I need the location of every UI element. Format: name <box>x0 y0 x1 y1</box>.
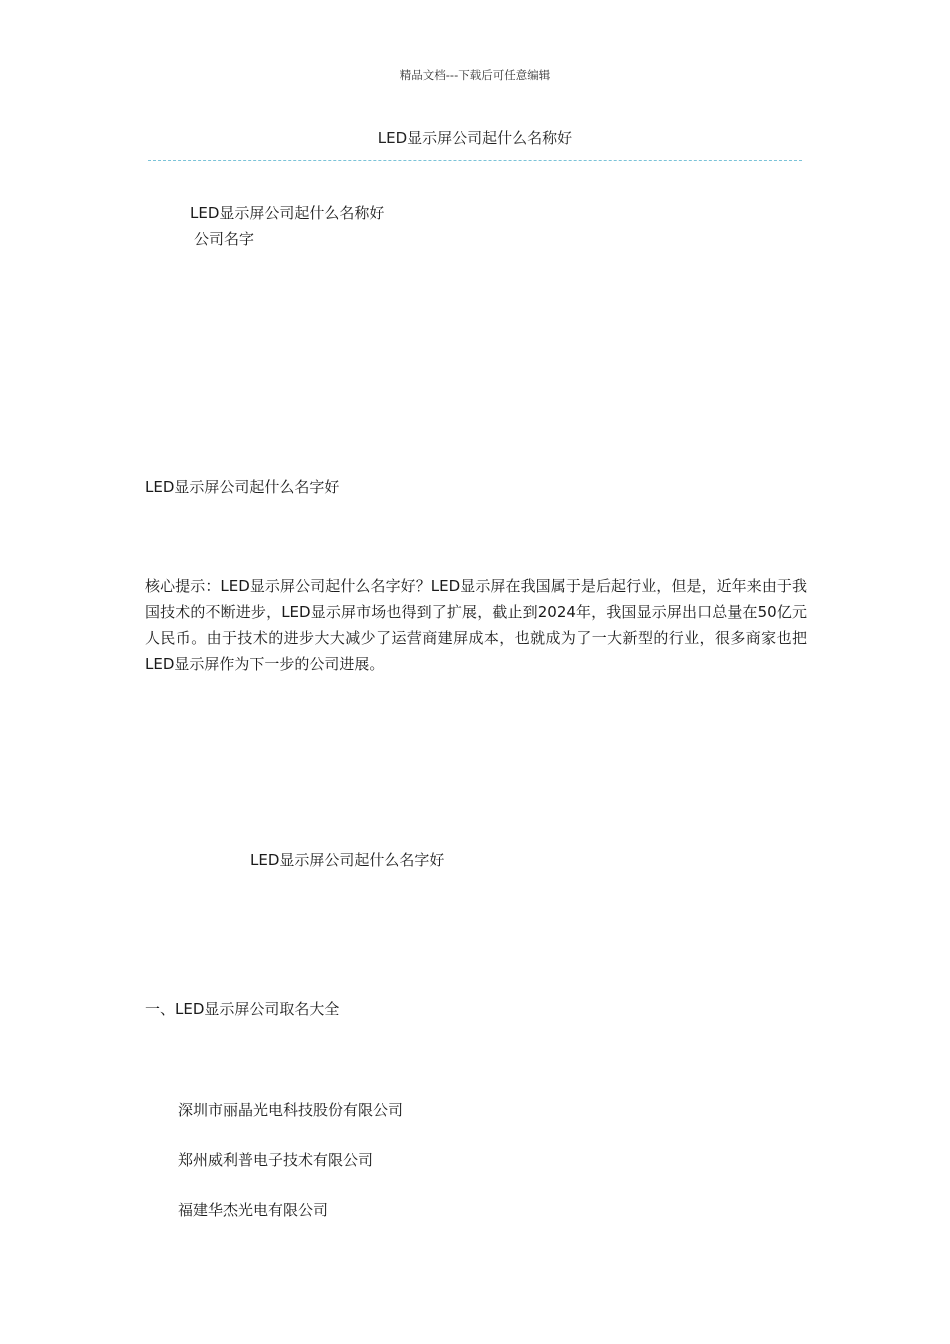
title-divider <box>148 160 802 161</box>
subtitle-line2: 公司名字 <box>194 230 255 248</box>
company-item: 福建华杰光电有限公司 <box>178 1201 329 1219</box>
subtitle: LED显示屏公司起什么名称好 <box>190 204 385 222</box>
header-note: 精品文档---下载后可任意编辑 <box>399 68 551 82</box>
document-title: LED显示屏公司起什么名称好 <box>377 129 573 147</box>
image-caption: LED显示屏公司起什么名字好 <box>250 851 445 869</box>
company-item: 郑州威利普电子技术有限公司 <box>178 1151 374 1169</box>
summary-paragraph: 核心提示：LED显示屏公司起什么名字好？LED显示屏在我国属于是后起行业，但是，近年来由于我国技术的不断进步，LED显示屏市场也得到了扩展，截止到2024年，我国显示屏出口总量在50亿元人民币。由于技术的进步大大减少了运营商建屏成本，也就成为了一大新型的行业，很多商家也把LED显示屏作为下一步的公司进展。 <box>145 577 807 673</box>
section-heading: LED显示屏公司起什么名字好 <box>145 478 340 496</box>
list-heading: 一、LED显示屏公司取名大全 <box>145 1000 340 1018</box>
company-item: 深圳市丽晶光电科技股份有限公司 <box>178 1101 404 1119</box>
